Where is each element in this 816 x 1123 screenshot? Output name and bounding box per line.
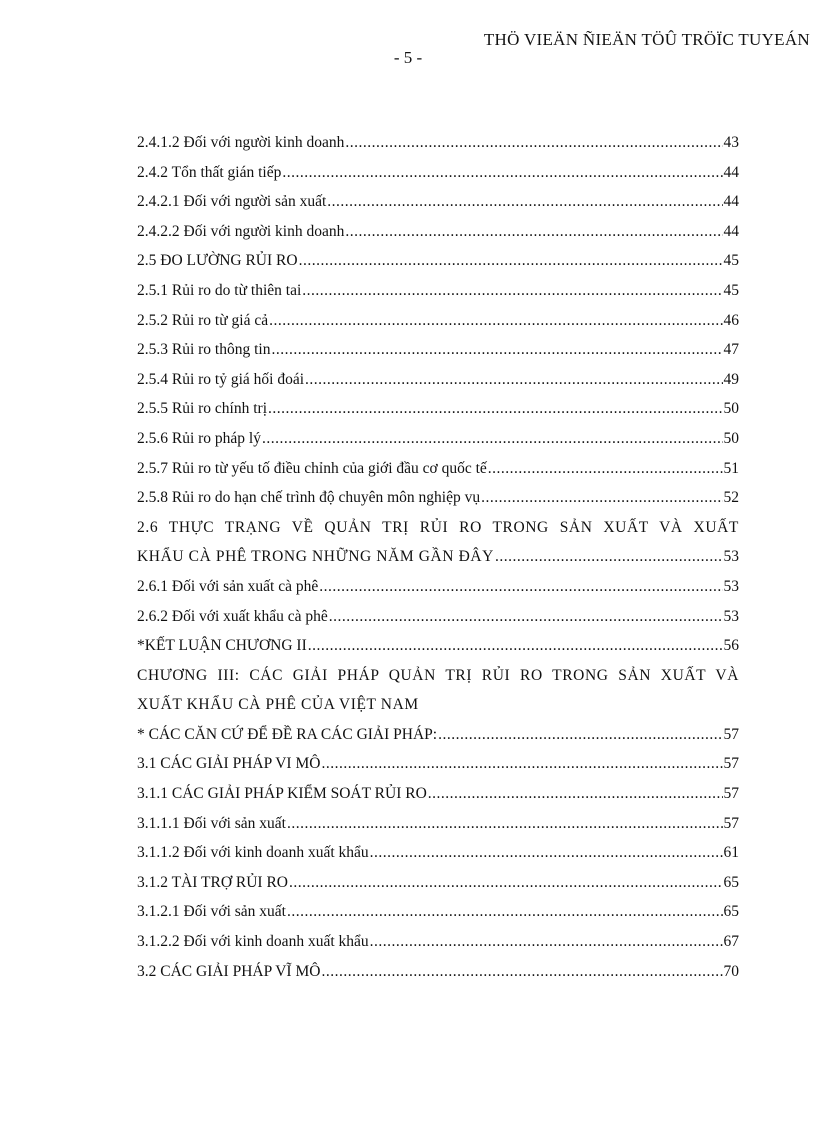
dot-leader — [321, 959, 722, 985]
toc-page-number: 61 — [723, 844, 739, 862]
dot-leader — [271, 337, 722, 363]
toc-entry-label: 2.5.4 Rủi ro tỷ giá hối đoái — [137, 370, 305, 388]
dot-leader — [345, 130, 722, 156]
toc-entry — [137, 751, 739, 781]
toc-page-number: 44 — [723, 163, 739, 181]
dot-leader — [481, 485, 722, 511]
dot-leader — [327, 189, 722, 215]
toc-page-number: 50 — [723, 400, 739, 418]
dot-leader — [321, 751, 722, 777]
toc-entry-label: *KẾT LUẬN CHƯƠNG II — [137, 637, 307, 655]
toc-entry-label: 2.5 ĐO LƯỜNG RỦI RO — [137, 252, 298, 270]
dot-leader — [438, 722, 722, 748]
toc-entry — [137, 337, 739, 367]
dot-leader — [428, 781, 723, 807]
toc-page-number: 57 — [723, 814, 739, 832]
dot-leader — [329, 604, 723, 630]
toc-page-number: 57 — [723, 755, 739, 773]
toc-entry — [137, 899, 739, 929]
dot-leader — [289, 870, 723, 896]
toc-entry — [137, 692, 739, 722]
toc-entry-label: 2.5.2 Rủi ro từ giá cả — [137, 311, 269, 329]
toc-page-number: 44 — [723, 193, 739, 211]
toc-entry-label: 2.5.7 Rủi ro từ yếu tố điều chỉnh của giới đầu cơ quốc tế — [137, 459, 487, 477]
toc-entry-label: KHẨU CÀ PHÊ TRONG NHỮNG NĂM GẦN ĐÂY — [137, 548, 494, 566]
toc-entry-label: 3.2 CÁC GIẢI PHÁP VĨ MÔ — [137, 962, 321, 980]
toc-entry-label: * CÁC CĂN CỨ ĐỂ ĐỀ RA CÁC GIẢI PHÁP: — [137, 725, 438, 743]
toc-entry-label: 3.1.2 TÀI TRỢ RỦI RO — [137, 873, 288, 891]
dot-leader — [268, 396, 722, 422]
toc-page-number: 67 — [723, 933, 739, 951]
toc-entry-label: 2.5.8 Rủi ro do hạn chế trình độ chuyên môn nghiệp vụ — [137, 489, 481, 507]
toc-page-number: 57 — [723, 725, 739, 743]
toc-page-number: 56 — [723, 637, 739, 655]
toc-entry — [137, 189, 739, 219]
toc-entry-line: CHƯƠNG III: CÁC GIẢI PHÁP QUẢN TRỊ RỦI RO TRONG SẢN XUẤT VÀ — [137, 666, 739, 684]
toc-page-number: 43 — [723, 134, 739, 151]
dot-leader — [299, 248, 723, 274]
toc-entry — [137, 722, 739, 752]
dot-leader — [495, 544, 723, 570]
toc-page-number: 53 — [723, 548, 739, 566]
toc-entry — [137, 219, 739, 249]
toc-entry-label: 3.1.2.1 Đối với sản xuất — [137, 903, 286, 921]
page-number: - 5 - — [393, 48, 423, 67]
dot-leader — [302, 278, 722, 304]
toc-entry-label: 2.6.2 Đối với xuất khẩu cà phê — [137, 607, 328, 625]
dot-leader — [287, 899, 723, 925]
toc-entry — [137, 633, 739, 663]
toc-page-number: 50 — [723, 429, 739, 447]
dot-leader — [345, 219, 722, 245]
toc-entry — [137, 278, 739, 308]
toc-page-number: 52 — [723, 489, 739, 507]
toc-entry — [137, 160, 739, 190]
toc-entry — [137, 367, 739, 397]
toc-entry-label: 2.4.2.2 Đối với người kinh doanh — [137, 222, 345, 240]
dot-leader — [262, 426, 723, 452]
toc-entry — [137, 840, 739, 870]
toc-page-number: 53 — [723, 577, 739, 595]
dot-leader — [319, 574, 722, 600]
toc-page-number: 46 — [723, 311, 739, 329]
dot-leader — [370, 929, 723, 955]
toc-page-number: 57 — [723, 785, 739, 803]
dot-leader — [287, 811, 723, 837]
toc-page-number: 44 — [723, 222, 739, 240]
toc-entry-label: 2.5.3 Rủi ro thông tin — [137, 341, 271, 359]
toc-entry-label: 2.5.6 Rủi ro pháp lý — [137, 429, 261, 447]
dot-leader — [488, 456, 723, 482]
toc-entry — [137, 396, 739, 426]
toc-entry — [137, 248, 739, 278]
toc-entry-label: 2.4.2.1 Đối với người sản xuất — [137, 193, 327, 211]
dot-leader — [308, 633, 723, 659]
toc-entry — [137, 308, 739, 338]
toc-page-number: 47 — [723, 341, 739, 359]
toc-entry — [137, 130, 739, 160]
toc-entry — [137, 544, 739, 574]
toc-entry — [137, 456, 739, 486]
toc-entry — [137, 870, 739, 900]
dot-leader — [282, 160, 722, 186]
table-of-contents — [137, 130, 739, 988]
toc-page-number: 65 — [723, 873, 739, 891]
toc-entry — [137, 604, 739, 634]
toc-entry-label: XUẤT KHẨU CÀ PHÊ CỦA VIỆT NAM — [137, 696, 419, 714]
toc-entry-line: 2.6 THỰC TRẠNG VỀ QUẢN TRỊ RỦI RO TRONG SẢN XUẤT VÀ XUẤT — [137, 518, 739, 536]
toc-entry-label: 2.5.1 Rủi ro do từ thiên tai — [137, 281, 302, 299]
toc-page-number: 53 — [723, 607, 739, 625]
toc-entry-label: 2.4.1.2 Đối với người kinh doanh — [137, 134, 345, 151]
toc-page-number: 49 — [723, 370, 739, 388]
toc-entry-label: 3.1.1.2 Đối với kinh doanh xuất khẩu — [137, 844, 369, 862]
toc-entry — [137, 485, 739, 515]
dot-leader — [305, 367, 722, 393]
toc-page-number: 70 — [723, 962, 739, 980]
toc-entry — [137, 426, 739, 456]
dot-leader — [269, 308, 722, 334]
toc-entry-label: 3.1.1.1 Đối với sản xuất — [137, 814, 286, 832]
toc-page-number: 45 — [723, 252, 739, 270]
header-title: THÖ VIEÄN ÑIEÄN TÖÛ TRÖÏC TUYEÁN — [483, 30, 810, 49]
toc-entry — [137, 959, 739, 989]
toc-entry — [137, 811, 739, 841]
toc-page-number: 65 — [723, 903, 739, 921]
toc-entry-label: 2.5.5 Rủi ro chính trị — [137, 400, 268, 418]
dot-leader — [370, 840, 723, 866]
toc-entry-label: 2.4.2 Tổn thất gián tiếp — [137, 163, 282, 181]
toc-entry — [137, 929, 739, 959]
toc-entry-label: 2.6.1 Đối với sản xuất cà phê — [137, 577, 319, 595]
toc-entry-label: 3.1.2.2 Đối với kinh doanh xuất khẩu — [137, 933, 369, 951]
toc-entry-label: 3.1 CÁC GIẢI PHÁP VI MÔ — [137, 755, 321, 773]
toc-page-number: 45 — [723, 281, 739, 299]
toc-entry — [137, 574, 739, 604]
toc-entry — [137, 781, 739, 811]
toc-page-number: 51 — [723, 459, 739, 477]
toc-entry-label: 3.1.1 CÁC GIẢI PHÁP KIỂM SOÁT RỦI RO — [137, 785, 427, 803]
